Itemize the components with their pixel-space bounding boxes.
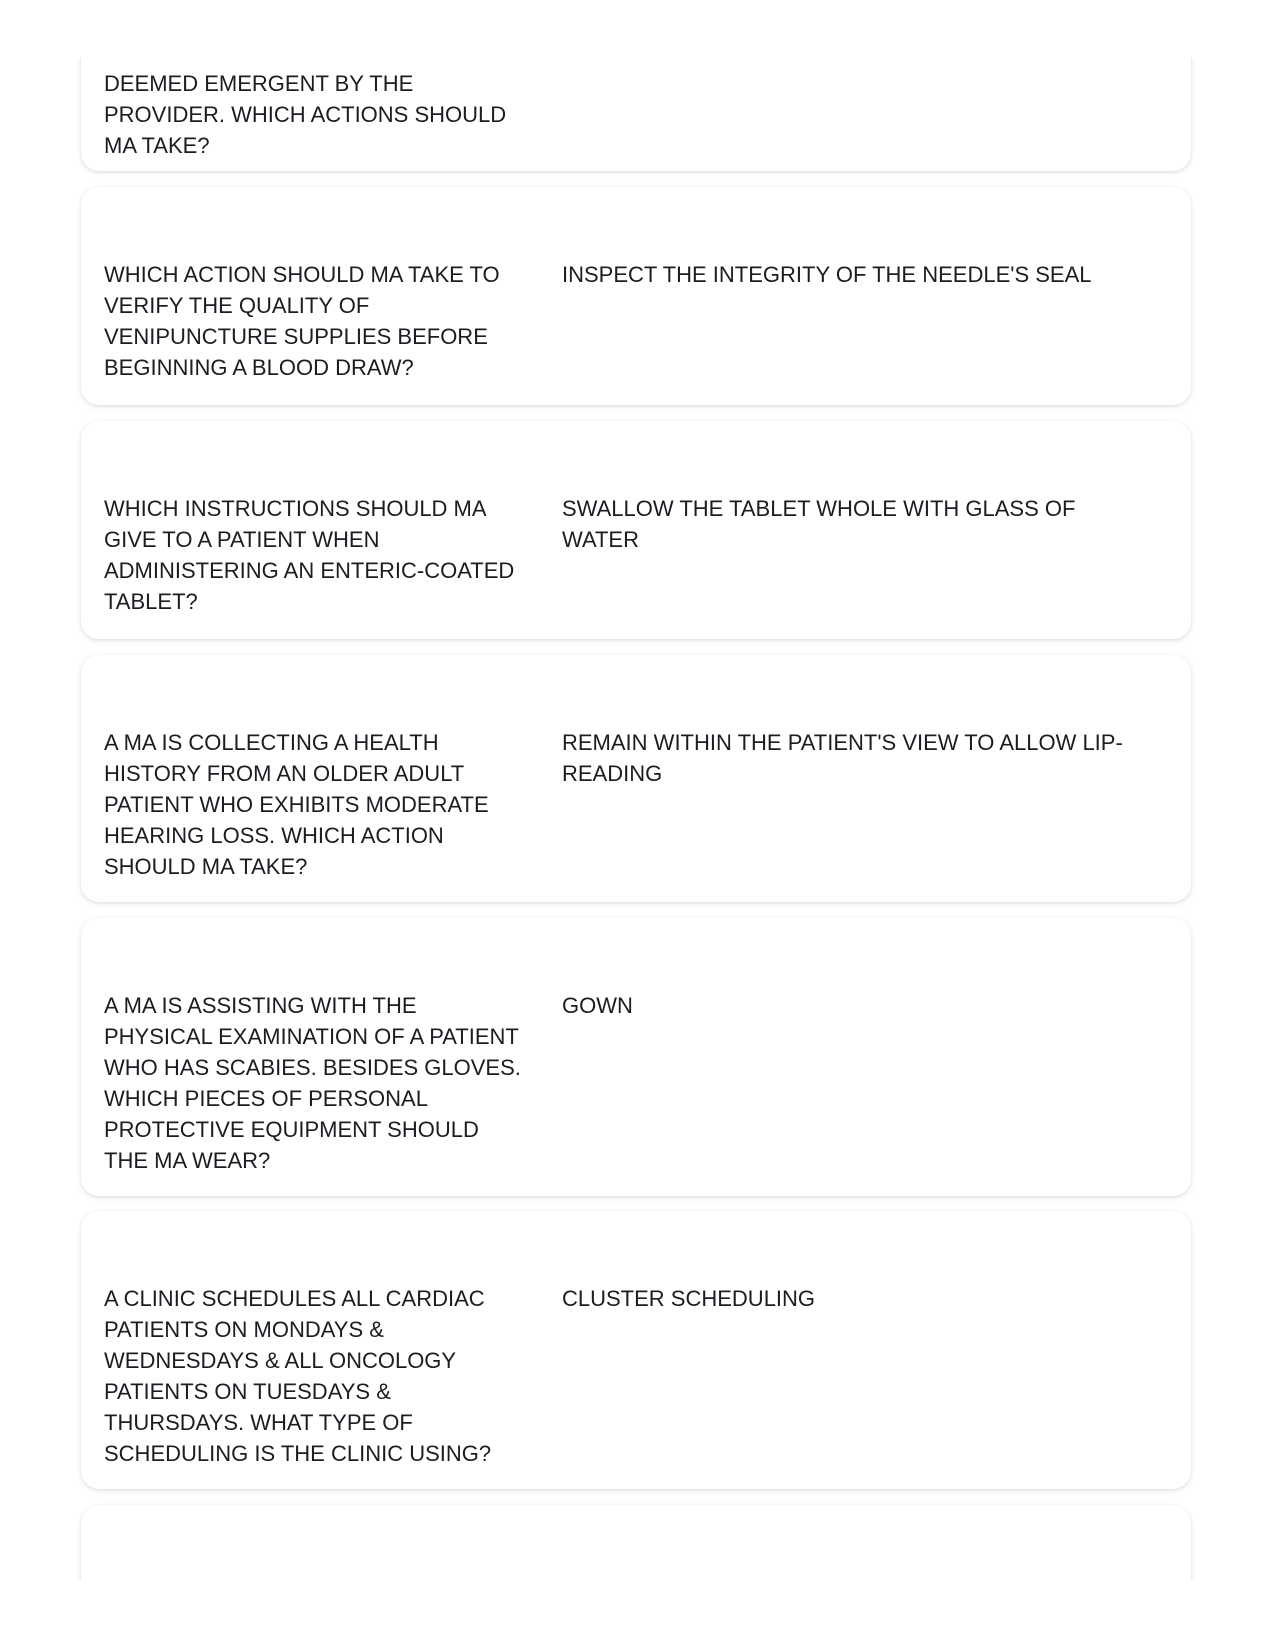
card-definition: CLUSTER SCHEDULING: [562, 1286, 816, 1311]
flashcard-1[interactable]: [81, 58, 1191, 171]
card-term: WHICH INSTRUCTIONS SHOULD MA GIVE TO A PATIENT WHEN ADMINISTERING AN ENTERIC-COATED TABLET?: [104, 496, 515, 614]
card-term: DEEMED EMERGENT BY THE PROVIDER. WHICH ACTIONS SHOULD MA TAKE?: [104, 71, 507, 158]
flashcard-7[interactable]: [81, 1505, 1191, 1581]
flashcard-3[interactable]: [81, 421, 1191, 639]
card-definition: SWALLOW THE TABLET WHOLE WITH GLASS OF WATER: [562, 496, 1076, 552]
card-definition: GOWN: [562, 993, 633, 1018]
card-term: A MA IS ASSISTING WITH THE PHYSICAL EXAMINATION OF A PATIENT WHO HAS SCABIES. BESIDES GLOVES. WHICH PIECES OF PERSONAL PROTECTIVE EQUIPMENT SHOULD THE MA WEAR?: [104, 993, 521, 1173]
card-term: WHICH ACTION SHOULD MA TAKE TO VERIFY THE QUALITY OF VENIPUNCTURE SUPPLIES BEFORE BEGINNING A BLOOD DRAW?: [104, 262, 500, 380]
card-term: A MA IS COLLECTING A HEALTH HISTORY FROM AN OLDER ADULT PATIENT WHO EXHIBITS MODERATE HEARING LOSS. WHICH ACTION SHOULD MA TAKE?: [104, 730, 489, 879]
flashcard-4[interactable]: [81, 655, 1191, 902]
flashcard-2[interactable]: [81, 187, 1191, 405]
flashcard-6[interactable]: [81, 1211, 1191, 1489]
card-definition: INSPECT THE INTEGRITY OF THE NEEDLE'S SEAL: [562, 262, 1092, 287]
flashcard-5[interactable]: [81, 918, 1191, 1196]
card-definition: REMAIN WITHIN THE PATIENT'S VIEW TO ALLOW LIP-READING: [562, 730, 1123, 786]
flashcard-list: [0, 58, 1275, 1581]
card-term: A CLINIC SCHEDULES ALL CARDIAC PATIENTS ON MONDAYS & WEDNESDAYS & ALL ONCOLOGY PATIENTS ON TUESDAYS & THURSDAYS. WHAT TYPE OF SCHEDULING IS THE CLINIC USING?: [104, 1286, 492, 1466]
